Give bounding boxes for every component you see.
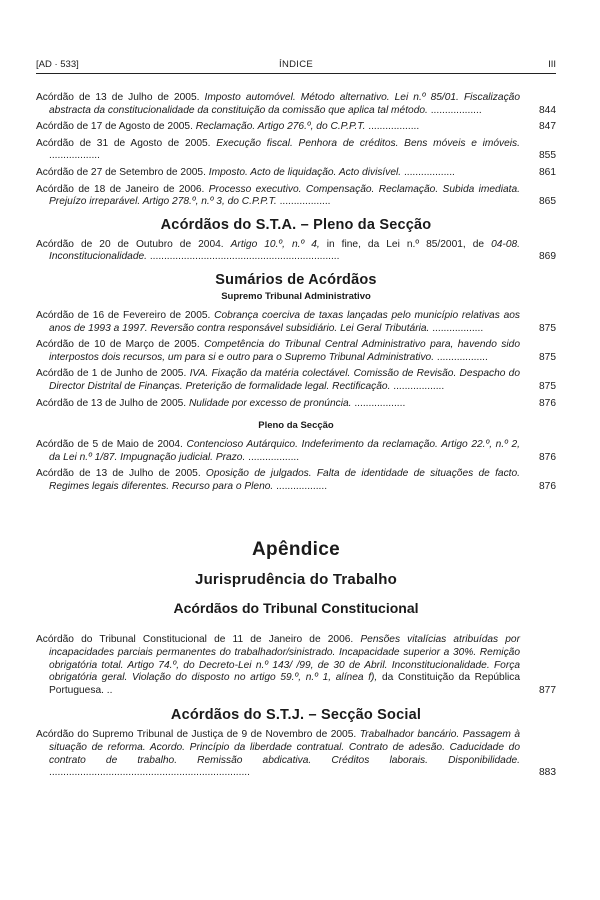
entry-mid: da Constituição da República Portuguesa. — [49, 672, 520, 696]
heading-pleno: Acórdãos do S.T.A. – Pleno da Secção — [160, 216, 432, 233]
leader-dots: .................. — [390, 380, 445, 392]
leader-dots: .. — [106, 684, 113, 696]
heading-stj: Acórdãos do S.T.J. – Secção Social — [170, 707, 422, 724]
entry-subject: Reclamação. Artigo 276.º, do C.P.P.T. — [195, 121, 366, 133]
entry-lead: Acórdão de 17 de Agosto de 2005. — [36, 121, 193, 133]
subheading-pleno: Pleno da Secção — [258, 420, 334, 432]
subheading-sta: Supremo Tribunal Administrativo — [221, 290, 371, 302]
entry-lead: Acórdão de 13 de Julho de 2005. — [36, 92, 200, 103]
entry-page: 865 — [539, 196, 556, 208]
leader-dots: .................. — [351, 397, 406, 409]
entry-subject: Nulidade por excesso de pronúncia. — [188, 397, 352, 409]
entry-page: 875 — [539, 322, 556, 334]
header-volume: [AD · 533] — [36, 58, 79, 70]
header-page-number: III — [548, 58, 556, 70]
entry-lead: Acórdão de 13 de Julho de 2005. — [36, 397, 187, 409]
entry-subject: Artigo 10.º, n.º 4, — [230, 238, 320, 250]
entry-page: 855 — [539, 150, 556, 162]
page-header — [36, 56, 556, 72]
entry-subject: Cobrança coerciva de taxas lançadas pelo município relativas aos anos de 1993 a 1997. Reversão contra responsável subsidiário. Lei Geral Tributária. — [49, 309, 520, 334]
entry-lead: Acórdão de 16 de Fevereiro de 2005. — [36, 309, 211, 321]
entries-pleno-group — [36, 439, 556, 493]
header-rule — [36, 73, 556, 74]
entry-subject: Imposto. Acto de liquidação. Acto divisível. — [208, 166, 402, 178]
entry-subject: IVA. Fixação da matéria colectável. Comissão de Revisão. Despacho do Director Distrital de Finanças. Preterição de formalidade legal. Rectificação. — [49, 368, 520, 392]
leader-dots: ................................................................... — [149, 251, 340, 263]
entry-page: 883 — [539, 767, 556, 779]
entry-page: 876 — [539, 451, 556, 463]
header-title: ÍNDICE — [279, 58, 313, 70]
entry-lead: Acórdão de 27 de Setembro de 2005. — [36, 166, 206, 178]
index-entry — [36, 398, 556, 411]
entry-mid: in fine, da Lei n.º 85/2001, de — [326, 238, 485, 250]
entries-top-group — [36, 92, 556, 209]
entry-lead: Acórdão do Tribunal Constitucional de 11 de Janeiro de 2006. — [36, 634, 354, 646]
index-entry — [36, 368, 556, 393]
index-content — [36, 92, 556, 784]
entry-page: 877 — [539, 684, 556, 696]
entry-page: 875 — [539, 351, 556, 363]
index-entry — [36, 634, 556, 697]
entry-lead: Acórdão de 1 de Junho de 2005. — [36, 368, 187, 380]
entry-subject: Contencioso Autárquico. Indeferimento da reclamação. Artigo 22.º, n.º 2, da Lei n.º 1/87. Impugnação judicial. Prazo. — [49, 439, 520, 463]
entry-page: 861 — [539, 166, 556, 178]
index-entry — [36, 339, 556, 364]
leader-dots: .................. — [401, 166, 455, 178]
index-entry — [36, 92, 556, 117]
leader-dots: .................. — [245, 451, 300, 463]
entries-sumarios-group — [36, 310, 556, 410]
leader-dots: .................. — [273, 480, 328, 492]
leader-dots: ....................................................................... — [49, 767, 250, 779]
leader-dots: .................. — [365, 121, 420, 133]
entry-lead: Acórdão de 5 de Maio de 2004. — [36, 439, 183, 451]
entry-page: 844 — [539, 104, 556, 116]
entry-subject: Competência do Tribunal Central Administrativo para, havendo sido interpostos dois recursos, um para si e outro para o Supremo Tribunal Administrativo. — [49, 339, 520, 363]
entry-page: 876 — [539, 397, 556, 409]
entry-page: 869 — [539, 251, 556, 263]
entry-lead: Acórdão de 10 de Março de 2005. — [36, 339, 200, 351]
leader-dots: .................. — [427, 104, 482, 116]
entry-page: 876 — [539, 480, 556, 492]
heading-sumarios: Sumários de Acórdãos — [215, 271, 377, 288]
entry-subject: Imposto automóvel. Método alternativo. Lei n.º 85/01. Fiscalização abstracta da constitucionalidade da constituição da comissão que aplica tal método. — [49, 92, 520, 116]
index-entry — [36, 239, 556, 264]
heading-tribunal-constitucional: Acórdãos do Tribunal Constitucional — [173, 600, 419, 617]
heading-jurisprudencia: Jurisprudência do Trabalho — [195, 571, 397, 589]
entry-subject: Execução fiscal. Penhora de créditos. Bens móveis e imóveis. — [216, 137, 520, 149]
leader-dots: .................. — [434, 351, 488, 363]
entry-lead: Acórdão de 13 de Julho de 2005. — [36, 468, 201, 480]
entry-lead: Acórdão de 20 de Outubro de 2004. — [36, 238, 224, 250]
heading-apendice: Apêndice — [252, 539, 340, 561]
entry-subject: Trabalhador bancário. Passagem à situação de reforma. Acordo. Princípio da liberdade contratual. Contrato de adesão. Caducidade do contrato de trabalho. Remissão abdicativa. Créditos laborais. Disponibilidade. — [49, 729, 520, 766]
index-entry — [36, 184, 556, 209]
entry-page: 847 — [539, 121, 556, 133]
leader-dots: .................. — [49, 150, 100, 162]
entry-subject-2: 04-08. Inconstitucionalidade. — [49, 238, 520, 263]
index-entry — [36, 121, 556, 134]
entry-page: 875 — [539, 380, 556, 392]
index-entry — [36, 439, 556, 464]
entry-subject: Pensões vitalícias atribuídas por incapacidades parciais permanentes do trabalhador/sinistrado. Incapacidade superior a 30%. Remição obrigatória total. Artigo 74.º, do Decreto-Lei n.º 143/ /99, de 30 de Abril. Inconstitucionalidade. Força obrigatória geral. Violação do disposto no artigo 59.º, n.º 1, alínea f), — [49, 634, 520, 684]
leader-dots: .................. — [276, 196, 331, 208]
index-entry — [36, 310, 556, 335]
index-entry — [36, 729, 556, 779]
index-entry — [36, 138, 556, 163]
entry-subject: Processo executivo. Compensação. Reclamação. Subida imediata. Prejuízo irreparável. Artigo 278.º, n.º 3, do C.P.P.T. — [49, 183, 520, 208]
entry-subject: Oposição de julgados. Falta de identidade de situações de facto. Regimes legais diferentes. Recurso para o Pleno. — [49, 468, 520, 492]
entry-lead: Acórdão do Supremo Tribunal de Justiça de 9 de Novembro de 2005. — [36, 729, 357, 741]
index-entry — [36, 167, 556, 180]
entry-lead: Acórdão de 18 de Janeiro de 2006. — [36, 183, 205, 195]
leader-dots: .................. — [429, 322, 484, 334]
index-entry — [36, 468, 556, 493]
entry-lead: Acórdão de 31 de Agosto de 2005. — [36, 137, 211, 149]
